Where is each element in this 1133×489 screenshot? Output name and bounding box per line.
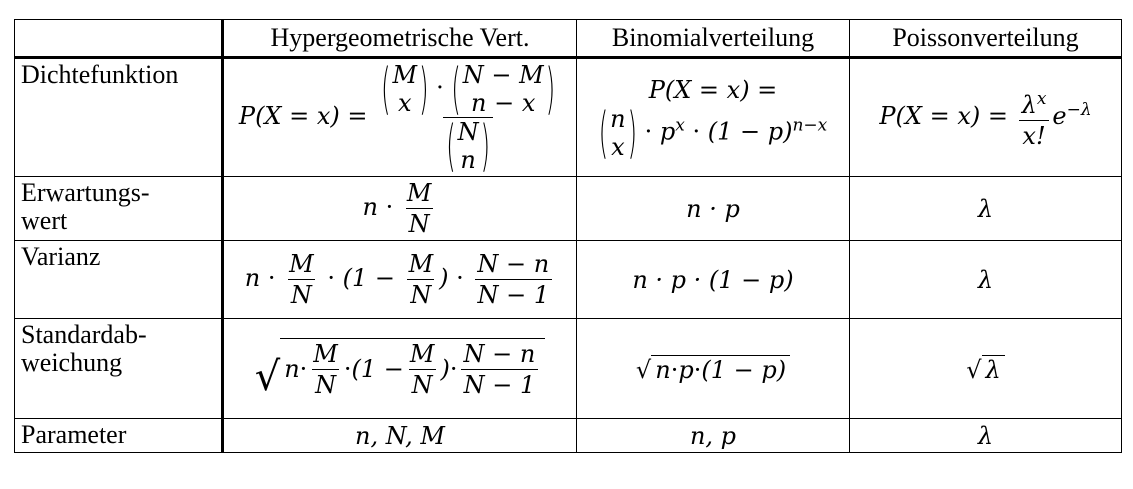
binom-parameters: n, p — [577, 419, 850, 453]
hyper-std-deviation: √ n · $\frac{M}{N}$ · (1 − $\frac{M}{N}$ ) · $\frac{N - n}{N - 1}$ — [223, 319, 577, 419]
binom-expectation: n · p — [577, 177, 850, 241]
header-row — [15, 20, 1122, 58]
row-label-parameters: Parameter — [15, 419, 223, 453]
hyper-expectation: n · $\frac{M}{N}$ — [223, 177, 577, 241]
row-label-density: Dichtefunktion — [15, 58, 223, 177]
col-header-hypergeometric: Hypergeometrische Vert. — [223, 20, 577, 58]
binom-variance: n · p · (1 − p) — [577, 241, 850, 319]
poisson-parameters: λ — [850, 419, 1122, 453]
poisson-std-deviation: √ λ — [850, 319, 1122, 419]
row-expectation — [15, 177, 1122, 241]
row-label-variance: Varianz — [15, 241, 223, 319]
poisson-density-formula: P(X = x) = $\frac{\lambda^x}{x!}$ $e^{-\lambda}$ — [850, 58, 1122, 177]
row-parameters — [15, 419, 1122, 453]
corner-cell — [15, 20, 223, 58]
hyper-density-formula: P(X = x) = ( M x ) · ( N − M n − x ) ( N n ) — [223, 58, 577, 177]
poisson-expectation: λ — [850, 177, 1122, 241]
binom-std-deviation: √ n · p · (1 − p) — [577, 319, 850, 419]
binom-density-formula: P(X = x) = ( n x ) · $p^x \cdot (1 - p)^{n-x}$ — [577, 58, 850, 177]
row-std-deviation — [15, 319, 1122, 419]
hyper-parameters: n, N, M — [223, 419, 577, 453]
row-variance — [15, 241, 1122, 319]
col-header-poisson: Poissonverteilung — [850, 20, 1122, 58]
col-header-binomial: Binomialverteilung — [577, 20, 850, 58]
hyper-variance: n · $\frac{M}{N}$ · (1 − $\frac{M}{N}$ ) · $\frac{N - n}{N - 1}$ — [223, 241, 577, 319]
distribution-table — [14, 19, 1122, 453]
row-label-std-deviation: Standardab- weichung — [15, 319, 223, 419]
row-label-expectation: Erwartungs- wert — [15, 177, 223, 241]
row-density — [15, 58, 1122, 177]
poisson-variance: λ — [850, 241, 1122, 319]
